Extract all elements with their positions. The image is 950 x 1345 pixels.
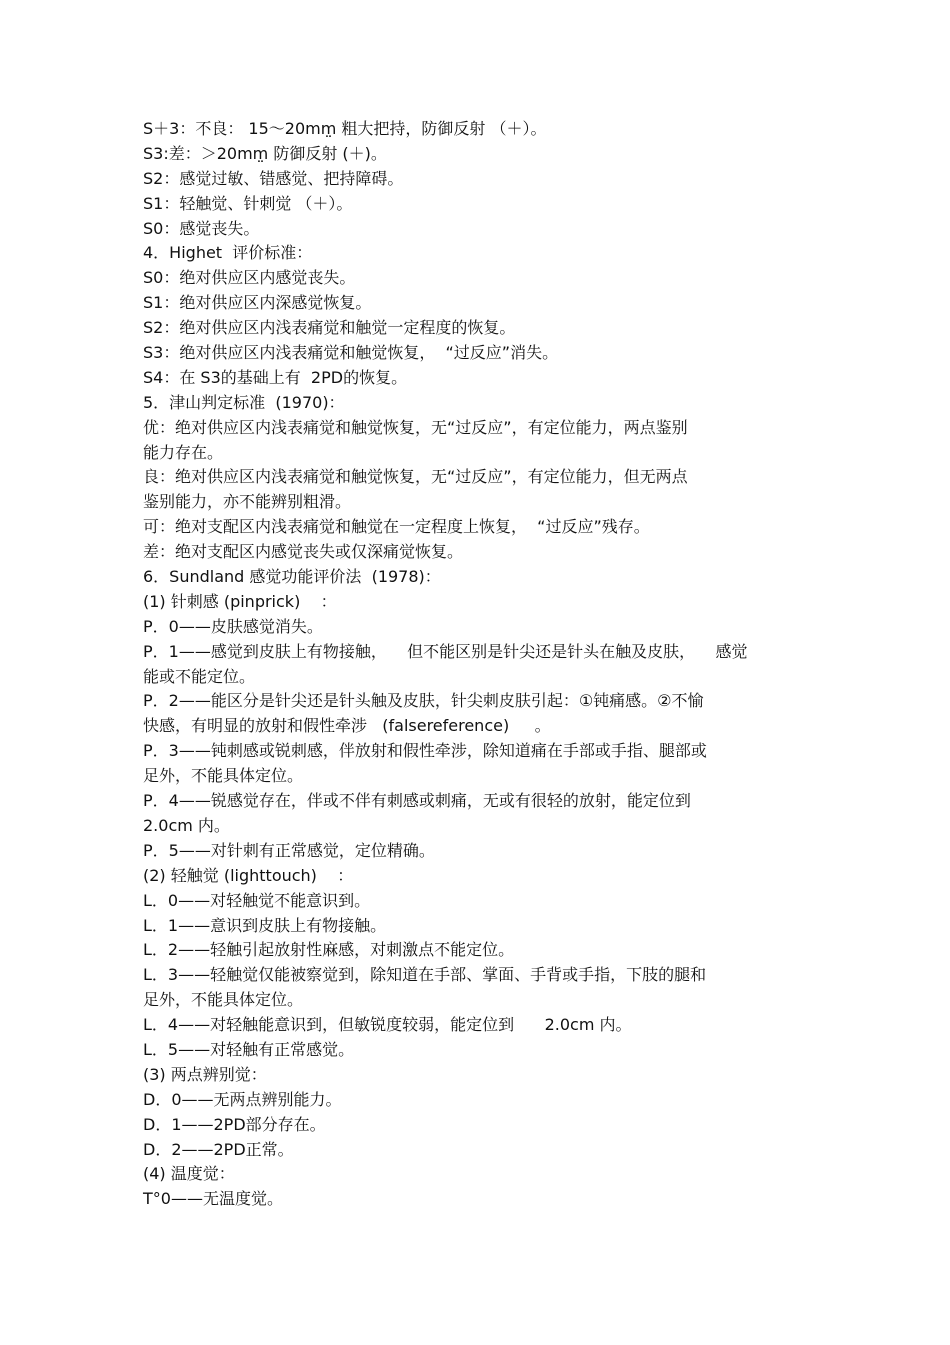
text-line: 能力存在。 (143, 442, 224, 462)
text-line: 良：绝对供应区内浅表痛觉和触觉恢复，无“过反应”，有定位能力，但无两点 (143, 467, 688, 487)
text-line: S3：绝对供应区内浅表痛觉和触觉恢复， “过反应”消失。 (143, 343, 559, 363)
text-line: 足外，不能具体定位。 (143, 990, 304, 1010)
text-line: 能或不能定位。 (143, 666, 256, 686)
text-line: L．0——对轻触觉不能意识到。 (143, 890, 371, 910)
text-line: 2.0cm 内。 (143, 815, 230, 835)
text-line: S＋3：不良： 15～20mm̤ 粗大把持，防御反射 （＋）。 (143, 119, 547, 138)
subsection-heading-two-point: (3) 两点辨别觉： (143, 1064, 267, 1084)
text-line: P．5——对针刺有正常感觉，定位精确。 (143, 840, 435, 860)
text-line: S0：绝对供应区内感觉丧失。 (143, 268, 356, 288)
subsection-heading-temperature: (4) 温度觉： (143, 1164, 235, 1184)
text-line: D．2——2PD正常。 (143, 1139, 294, 1159)
text-line: L．2——轻触引起放射性麻感，对刺激点不能定位。 (143, 940, 515, 960)
text-line: L．1——意识到皮肤上有物接触。 (143, 915, 387, 935)
text-line: 快感，有明显的放射和假性牵涉 (falsereference) 。 (143, 716, 551, 736)
text-line: D．1——2PD部分存在。 (143, 1114, 326, 1134)
text-line: L．3——轻触觉仅能被察觉到，除知道在手部、掌面、手背或手指，下肢的腿和 (143, 965, 707, 985)
text-line: S3:差：＞20mm̤ 防御反射 (＋)。 (143, 143, 387, 163)
section-heading-highet: 4．Highet 评价标准： (143, 243, 313, 263)
text-line: P．4——锐感觉存在，伴或不伴有刺感或刺痛，无或有很轻的放射，能定位到 (143, 791, 691, 811)
text-line: S2：感觉过敏、错感觉、把持障碍。 (143, 168, 404, 188)
text-line: 鉴别能力，亦不能辨别粗滑。 (143, 492, 352, 512)
text-line: P．1——感觉到皮肤上有物接触， 但不能区别是针尖还是针头在触及皮肤， 感觉 (143, 641, 748, 661)
text-line: P．2——能区分是针尖还是针头触及皮肤，针尖刺皮肤引起：①钝痛感。②不愉 (143, 691, 704, 711)
subsection-heading-lighttouch: (2) 轻触觉 (lighttouch) ： (143, 865, 354, 885)
text-line: S1：绝对供应区内深感觉恢复。 (143, 293, 372, 313)
section-heading-sundland: 6．Sundland 感觉功能评价法 (1978)： (143, 567, 441, 587)
text-line: P．3——钝刺感或锐刺感，伴放射和假性牵涉，除知道痛在手部或手指、腿部或 (143, 741, 707, 761)
subsection-heading-pinprick: (1) 针刺感 (pinprick) ： (143, 591, 337, 611)
text-line: T°0——无温度觉。 (143, 1189, 283, 1209)
text-line: 差：绝对支配区内感觉丧失或仅深痛觉恢复。 (143, 542, 464, 562)
text-line: L．4——对轻触能意识到，但敏锐度较弱，能定位到 2.0cm 内。 (143, 1015, 632, 1035)
document-body (143, 117, 823, 1212)
text-line: D．0——无两点辨别能力。 (143, 1089, 342, 1109)
text-line: S4：在 S3的基础上有 2PD的恢复。 (143, 367, 408, 387)
text-line: L．5——对轻触有正常感觉。 (143, 1039, 355, 1059)
text-line: S1：轻触觉、针刺觉 （＋）。 (143, 193, 353, 213)
text-line: P．0——皮肤感觉消失。 (143, 616, 323, 636)
text-line: S2：绝对供应区内浅表痛觉和触觉一定程度的恢复。 (143, 318, 516, 338)
text-line: 可：绝对支配区内浅表痛觉和触觉在一定程度上恢复， “过反应”残存。 (143, 517, 650, 537)
text-line: 足外，不能具体定位。 (143, 766, 304, 786)
section-heading-tsuyama: 5．津山判定标准 (1970)： (143, 392, 345, 412)
text-line: S0：感觉丧失。 (143, 218, 260, 238)
text-line: 优：绝对供应区内浅表痛觉和触觉恢复，无“过反应”，有定位能力，两点鉴别 (143, 417, 688, 437)
